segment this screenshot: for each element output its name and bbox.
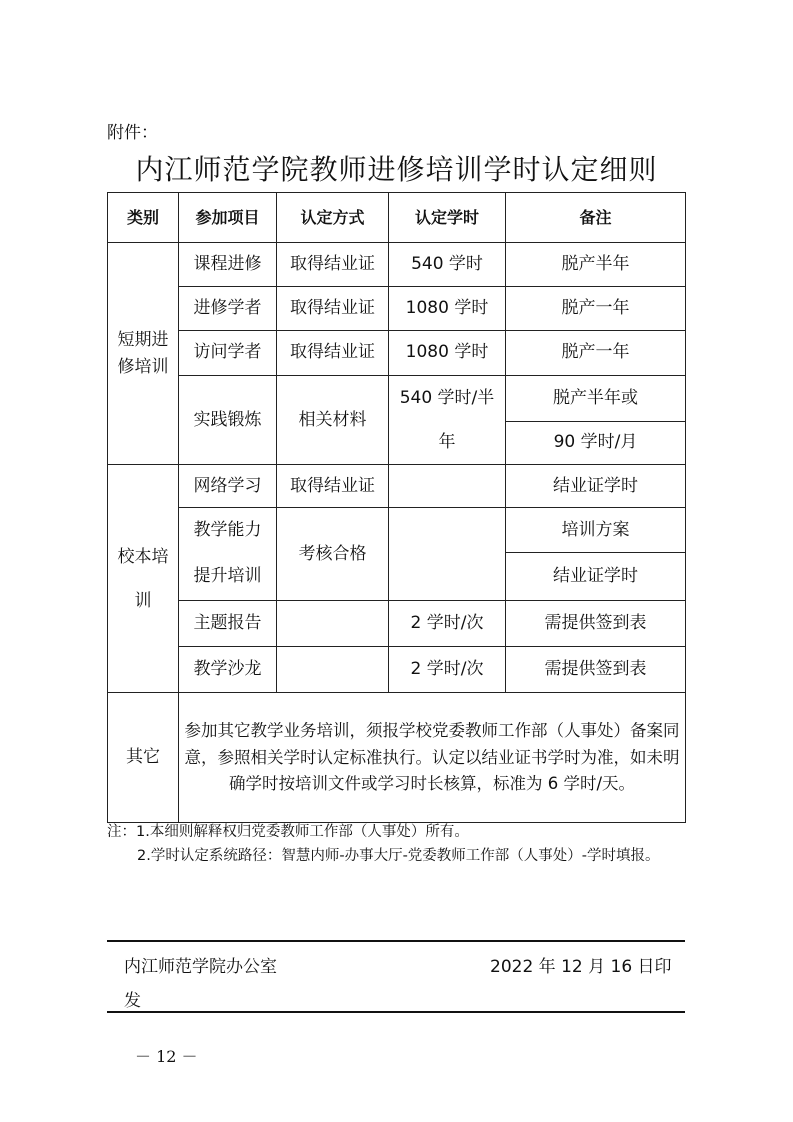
- method-cell: 考核合格: [277, 508, 389, 601]
- category-line: 短期进: [117, 329, 169, 350]
- hours-line: 540 学时/半: [399, 388, 495, 408]
- table-row: [108, 331, 686, 376]
- note-cell: 90 学时/月: [506, 421, 686, 465]
- hours-line: 年: [438, 432, 456, 453]
- note-cell: 脱产半年: [506, 243, 686, 287]
- method-cell: 取得结业证: [277, 243, 389, 287]
- note-cell: 培训方案: [506, 508, 686, 553]
- method-cell: [277, 647, 389, 693]
- item-cell: 课程进修: [179, 243, 277, 287]
- table-row: [108, 243, 686, 287]
- item-cell: 实践锻炼: [179, 376, 277, 465]
- method-cell: [277, 601, 389, 647]
- footer-date-cont: 发: [124, 991, 141, 1011]
- footer-bottom-rule: [107, 1011, 685, 1013]
- note-cell: 结业证学时: [506, 465, 686, 508]
- footer-date: 2022 年 12 月 16 日印: [490, 957, 672, 977]
- item-cell: 教学沙龙: [179, 647, 277, 693]
- note-cell: 需提供签到表: [506, 601, 686, 647]
- document-title: 内江师范学院教师进修培训学时认定细则: [135, 153, 658, 186]
- method-cell: 取得结业证: [277, 287, 389, 331]
- header-hours: 认定学时: [389, 193, 506, 243]
- header-category: 类别: [108, 193, 179, 243]
- note-1: 注：1.本细则解释权归党委教师工作部（人事处）所有。: [107, 824, 469, 840]
- hours-cell: [389, 508, 506, 601]
- rules-table: [107, 192, 686, 823]
- hours-cell: 1080 学时: [389, 287, 506, 331]
- method-cell: 相关材料: [277, 376, 389, 465]
- header-method: 认定方式: [277, 193, 389, 243]
- item-line: 提升培训: [193, 566, 262, 587]
- table-row: [108, 376, 686, 422]
- item-cell: 主题报告: [179, 601, 277, 647]
- category-line: 修培训: [117, 356, 169, 377]
- note-cell: 需提供签到表: [506, 647, 686, 693]
- note-cell: 脱产一年: [506, 331, 686, 376]
- table-row: [108, 693, 686, 823]
- item-cell: 网络学习: [179, 465, 277, 508]
- category-line: 训: [134, 590, 152, 611]
- hours-cell: 540 学时: [389, 243, 506, 287]
- notes: [107, 820, 660, 868]
- header-item: 参加项目: [179, 193, 277, 243]
- note-2: 2.学时认定系统路径：智慧内师-办事大厅-党委教师工作部（人事处）-学时填报。: [137, 848, 660, 864]
- method-cell: 取得结业证: [277, 465, 389, 508]
- header-note: 备注: [506, 193, 686, 243]
- note-cell: 脱产一年: [506, 287, 686, 331]
- table-row: [108, 465, 686, 508]
- hours-cell: [389, 465, 506, 508]
- table-row: [108, 508, 686, 553]
- table-row: [108, 287, 686, 331]
- footer-issuer: 内江师范学院办公室: [124, 957, 277, 977]
- hours-cell: 2 学时/次: [389, 601, 506, 647]
- category-school-based: [108, 465, 179, 693]
- category-short-term: [108, 243, 179, 465]
- item-cell: [179, 508, 277, 601]
- hours-cell: 1080 学时: [389, 331, 506, 376]
- table-row: [108, 601, 686, 647]
- table-header-row: [108, 193, 686, 243]
- hours-cell: [389, 376, 506, 465]
- hours-cell: 2 学时/次: [389, 647, 506, 693]
- method-cell: 取得结业证: [277, 331, 389, 376]
- note-cell: 结业证学时: [506, 553, 686, 601]
- item-cell: 进修学者: [179, 287, 277, 331]
- table-row: [108, 647, 686, 693]
- footer-top-rule: [107, 940, 685, 942]
- category-other: 其它: [108, 693, 179, 823]
- other-description: 参加其它教学业务培训，须报学校党委教师工作部（人事处）备案同意，参照相关学时认定标准执行。认定以结业证书学时为准，如未明确学时按培训文件或学习时长核算，标准为 6 学时/天。: [179, 693, 686, 823]
- item-line: 教学能力: [193, 520, 262, 541]
- item-cell: 访问学者: [179, 331, 277, 376]
- category-line: 校本培: [117, 546, 169, 567]
- attachment-label: 附件：: [107, 123, 158, 143]
- page-number: － 12 －: [135, 1047, 198, 1066]
- note-cell: 脱产半年或: [506, 376, 686, 422]
